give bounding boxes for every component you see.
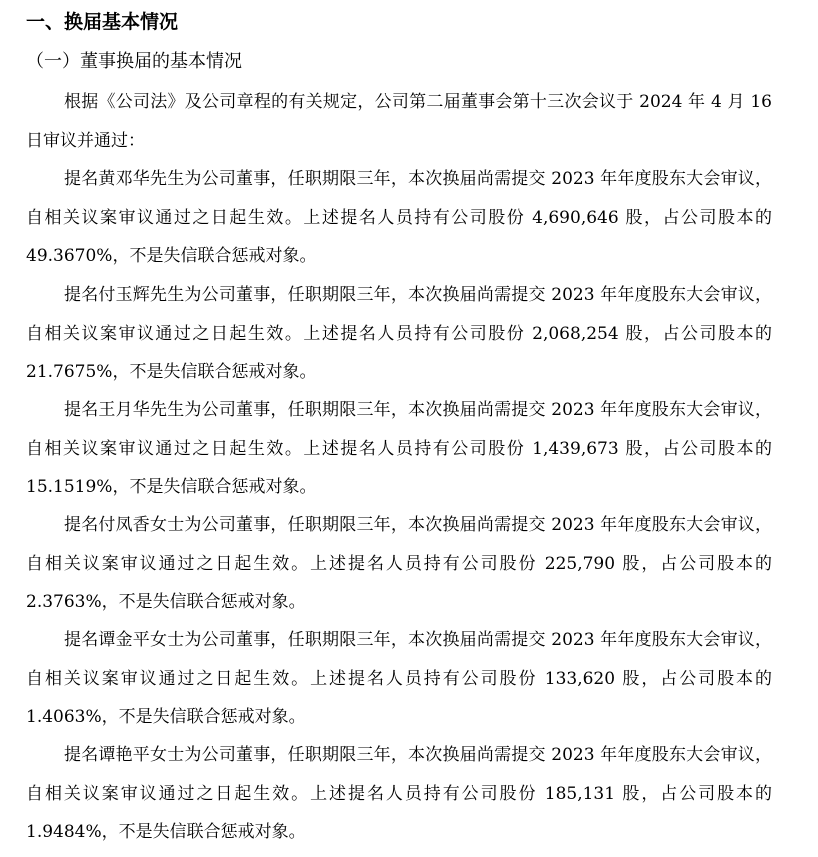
section-heading: 一、换届基本情况 — [26, 11, 179, 33]
nomination-paragraph-5: 提名谭金平女士为公司董事，任职期限三年，本次换届尚需提交 2023 年年度股东大会审议，自相关议案审议通过之日起生效。上述提名人员持有公司股份 133,620 股，占公司股本的 1.4063%，不是失信联合惩戒对象。 — [26, 630, 772, 727]
intro-paragraph: 根据《公司法》及公司章程的有关规定，公司第二届董事会第十三次会议于 2024 年 4 月 16 日审议并通过： — [26, 92, 772, 151]
nomination-paragraph-2: 提名付玉辉先生为公司董事，任职期限三年，本次换届尚需提交 2023 年年度股东大会审议，自相关议案审议通过之日起生效。上述提名人员持有公司股份 2,068,254 股，占公司股本的 21.7675%，不是失信联合惩戒对象。 — [26, 285, 772, 382]
nomination-paragraph-4: 提名付凤香女士为公司董事，任职期限三年，本次换届尚需提交 2023 年年度股东大会审议，自相关议案审议通过之日起生效。上述提名人员持有公司股份 225,790 股，占公司股本的 2.3763%，不是失信联合惩戒对象。 — [26, 515, 772, 612]
nomination-paragraph-6: 提名谭艳平女士为公司董事，任职期限三年，本次换届尚需提交 2023 年年度股东大会审议，自相关议案审议通过之日起生效。上述提名人员持有公司股份 185,131 股，占公司股本的 1.9484%，不是失信联合惩戒对象。 — [26, 745, 772, 842]
section-subheading: （一）董事换届的基本情况 — [26, 51, 242, 72]
nomination-paragraph-1: 提名黄邓华先生为公司董事，任职期限三年，本次换届尚需提交 2023 年年度股东大会审议，自相关议案审议通过之日起生效。上述提名人员持有公司股份 4,690,646 股，占公司股本的 49.3670%，不是失信联合惩戒对象。 — [26, 169, 772, 266]
nomination-paragraph-3: 提名王月华先生为公司董事，任职期限三年，本次换届尚需提交 2023 年年度股东大会审议，自相关议案审议通过之日起生效。上述提名人员持有公司股份 1,439,673 股，占公司股本的 15.1519%，不是失信联合惩戒对象。 — [26, 400, 772, 497]
